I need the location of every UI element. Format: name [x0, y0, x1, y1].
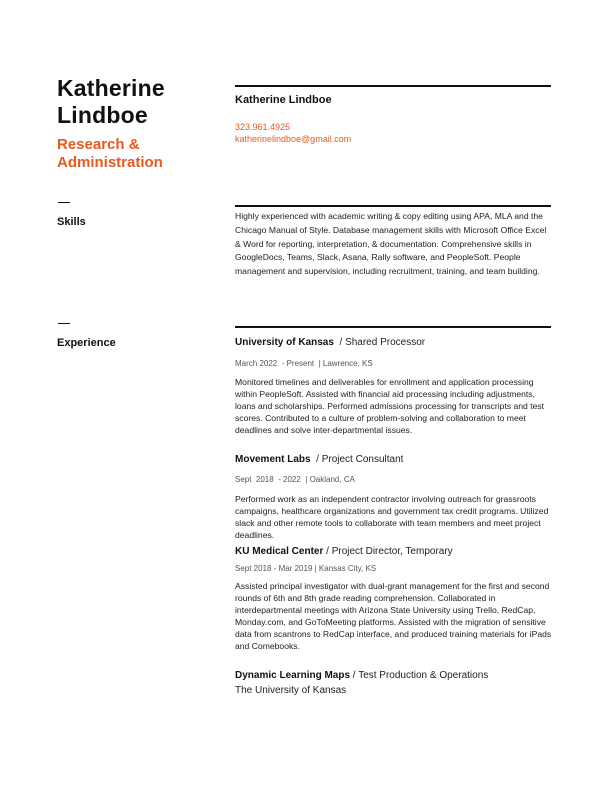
- job-heading: [235, 546, 453, 557]
- tagline-line1: Research &: [57, 136, 140, 153]
- job-role: Shared Processor: [345, 337, 426, 348]
- tagline-line2: Administration: [57, 154, 163, 171]
- job-meta: The University of Kansas: [235, 685, 347, 696]
- job-org: Movement Labs: [235, 454, 311, 465]
- job-role: Project Director, Temporary: [331, 546, 453, 557]
- experience-dash: [58, 323, 70, 324]
- experience-title: Experience: [57, 337, 116, 349]
- job-description: Assisted principal investigator with dual-grant management for the first and second rounds of 6th and 8th grade reading comprehension. Collaborated in interdepartmental meetings with Arizona State University using Trello, RedCap, Monday.com, and GoToMeeting platforms. Assisted with the migration of sensitive data from scantrons to RedCap interface, and produced training materials for iPads and Comebooks.: [235, 581, 552, 651]
- skills-text: Highly experienced with academic writing & copy editing using APA, MLA and the Chicago Manual of Style. Database management skills with Microsoft Office Excel & Word for reporting, interpretation, & documentation. Comprehensive skills in GoogleDocs, Teams, Slack, Asana, Rally software, and PeopleSoft. People management and supervision, including recruitment, training, and team building.: [235, 211, 547, 277]
- job-org: Dynamic Learning Maps: [235, 670, 351, 681]
- job-heading: [235, 454, 403, 465]
- experience-divider: [235, 326, 551, 328]
- job-org: KU Medical Center: [235, 546, 324, 557]
- candidate-name-line2: Lindboe: [57, 102, 148, 128]
- candidate-tagline: [57, 136, 163, 172]
- job-role: Project Consultant: [321, 454, 404, 465]
- contact-name: Katherine Lindboe: [235, 94, 332, 106]
- job-meta: March 2022 - Present | Lawrence, KS: [235, 359, 373, 368]
- candidate-name-line1: Katherine: [57, 75, 165, 101]
- skills-divider: [235, 205, 551, 207]
- job-separator: /: [333, 337, 346, 348]
- contact-divider: [235, 85, 551, 87]
- job-heading: [235, 670, 488, 681]
- job-separator: /: [323, 546, 332, 557]
- contact-email[interactable]: katherinelindboe@gmail.com: [235, 134, 352, 144]
- candidate-name: [57, 75, 165, 129]
- job-separator: /: [350, 670, 359, 681]
- skills-title: Skills: [57, 216, 86, 228]
- job-separator: /: [310, 454, 322, 465]
- job-meta: Sept 2018 - Mar 2019 | Kansas City, KS: [235, 564, 377, 573]
- skills-dash: [58, 202, 70, 203]
- job-description: Monitored timelines and deliverables for enrollment and application processing within PeopleSoft. Assisted with financial aid processing including adjustments, loans and scholarships. Performed admissions processing for transcripts and test scores. Contributed to a culture of problem-solving and collaboration to meet deadlines and solve inter-departmental issues.: [235, 377, 545, 435]
- job-role: Test Production & Operations: [358, 670, 489, 681]
- contact-phone[interactable]: 323.961.4925: [235, 122, 291, 132]
- job-org: University of Kansas: [235, 337, 334, 348]
- job-description: Performed work as an independent contractor involving outreach for grassroots campaigns, healthcare organizations and government tax credit programs. Utilized slack and other remote tools to collaborate with team members and meet project deadlines.: [235, 494, 549, 540]
- job-heading: [235, 337, 425, 348]
- job-meta: Sept 2018 - 2022 | Oakland, CA: [235, 475, 355, 484]
